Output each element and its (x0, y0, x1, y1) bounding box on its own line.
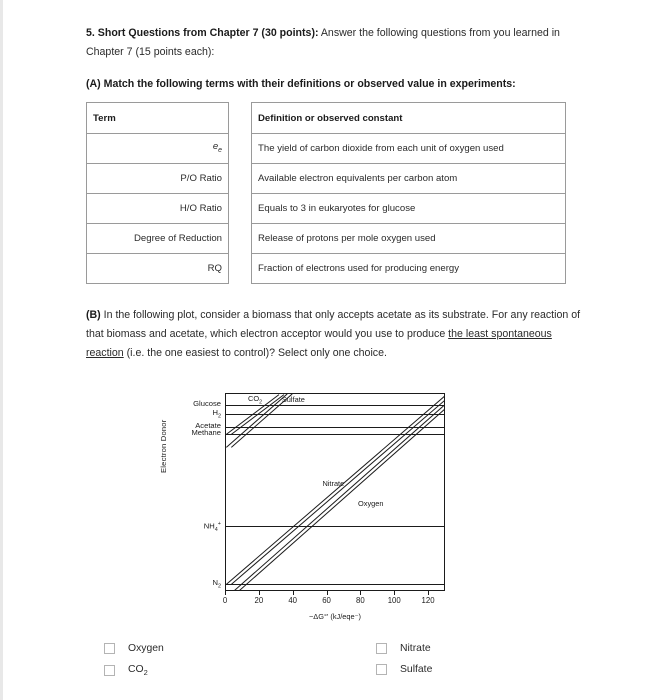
x-tick-80 (360, 591, 361, 595)
table-row (252, 224, 566, 254)
acceptor-label-nitrate: Nitrate (322, 479, 345, 489)
term-cell-2: H/O Ratio (87, 194, 229, 224)
y-tick-label-methane: Methane (191, 427, 221, 437)
choice-label-2: Nitrate (400, 643, 431, 654)
checkbox-icon[interactable] (104, 643, 115, 654)
chart-y-tick-labels (163, 393, 221, 591)
table-row (87, 103, 229, 134)
donor-line-nh (226, 526, 444, 527)
y-tick-label-acetate: Acetate (195, 420, 221, 430)
definition-cell-0: The yield of carbon dioxide from each unit of oxygen used (252, 134, 566, 164)
checkbox-icon[interactable] (376, 643, 387, 654)
y-tick-label-h: $H_2$ (212, 407, 221, 420)
y-tick-label-n: $N_2$ (212, 577, 221, 590)
table-row (87, 194, 229, 224)
table-row (252, 164, 566, 194)
table-row (252, 103, 566, 134)
checkbox-icon[interactable] (104, 665, 115, 676)
question-intro (86, 24, 589, 62)
choice-label-1: $CO_2$ (128, 664, 148, 678)
electron-donor-acceptor-chart (86, 381, 589, 629)
match-table (86, 102, 589, 284)
question-intro-rest: Answer the following questions from you learned in Chapter 7 (15 points each): (86, 27, 560, 58)
donor-line-n (226, 584, 444, 585)
acceptor-label-oxygen: Oxygen (358, 498, 384, 508)
question-intro-bold: 5. Short Questions from Chapter 7 (30 points): (86, 27, 319, 39)
x-tick-label-60: 60 (322, 596, 331, 605)
table-row (252, 254, 566, 284)
definition-cell-4: Fraction of electrons used for producing energy (252, 254, 566, 284)
y-tick-label-glucose: Glucose (193, 398, 221, 408)
term-column-header: Term (87, 103, 229, 134)
term-cell-3: Degree of Reduction (87, 224, 229, 254)
x-tick-label-0: 0 (222, 596, 228, 605)
table-row (87, 164, 229, 194)
part-a-heading: (A) Match the following terms with their definitions or observed value in experiments: (86, 78, 516, 90)
answer-choices (86, 643, 589, 689)
x-tick-60 (327, 591, 328, 595)
chart-x-axis-title: −ΔG°' (kJ/eqe⁻) (308, 612, 362, 621)
x-tick-label-100: 100 (387, 596, 401, 605)
term-cell-4: RQ (87, 254, 229, 284)
table-row (87, 134, 229, 164)
choice-label-0: Oxygen (128, 643, 164, 654)
term-cell-0: $e_e$ (87, 134, 229, 164)
choice-nitrate[interactable] (376, 643, 431, 654)
table-row (87, 224, 229, 254)
chart-plot-area (225, 393, 445, 591)
x-tick-label-80: 80 (356, 596, 365, 605)
x-tick-label-120: 120 (421, 596, 435, 605)
x-tick-label-20: 20 (254, 596, 264, 605)
acceptor-label-co: $CO_2$ (248, 393, 263, 406)
part-b-underlined: the least spontaneous reaction (86, 328, 552, 359)
term-cell-1: P/O Ratio (87, 164, 229, 194)
definition-cell-3: Release of protons per mole oxygen used (252, 224, 566, 254)
x-tick-20 (259, 591, 260, 595)
page-content (86, 24, 589, 689)
choice-oxygen[interactable] (104, 643, 164, 654)
part-b-text-1: In the following plot, consider a biomass that only accepts acetate as its substrate. For any reaction of that biomass and acetate, which electron acceptor would you use to produce (86, 309, 581, 340)
part-b-label: (B) (86, 309, 101, 321)
checkbox-icon[interactable] (376, 664, 387, 675)
x-tick-120 (428, 591, 429, 595)
acceptor-label-sulfate: Sulfate (281, 394, 305, 404)
choice-co2[interactable] (104, 664, 148, 677)
table-row (252, 134, 566, 164)
y-tick-label-nh: $NH_4^+$ (203, 520, 221, 533)
choice-label-3: Sulfate (400, 664, 433, 675)
acceptor-line-oxygen-0 (232, 403, 445, 591)
part-b-text-2: (i.e. the one easiest to control)? Select only one choice. (123, 347, 387, 359)
definition-cell-1: Available electron equivalents per carbon atom (252, 164, 566, 194)
definition-cell-2: Equals to 3 in eukaryotes for glucose (252, 194, 566, 224)
x-tick-label-40: 40 (288, 596, 298, 605)
table-row (252, 194, 566, 224)
chart-inner (159, 381, 503, 629)
x-tick-40 (293, 591, 294, 595)
chart-x-axis (222, 591, 445, 621)
part-b-text (86, 306, 589, 363)
x-tick-0 (225, 591, 226, 595)
choice-sulfate[interactable] (376, 664, 432, 675)
definition-table (251, 102, 566, 284)
term-table (86, 102, 229, 284)
table-row (87, 254, 229, 284)
chart-y-axis-title: Electron Donor (159, 419, 168, 473)
definition-column-header: Definition or observed constant (252, 103, 566, 134)
x-tick-100 (394, 591, 395, 595)
